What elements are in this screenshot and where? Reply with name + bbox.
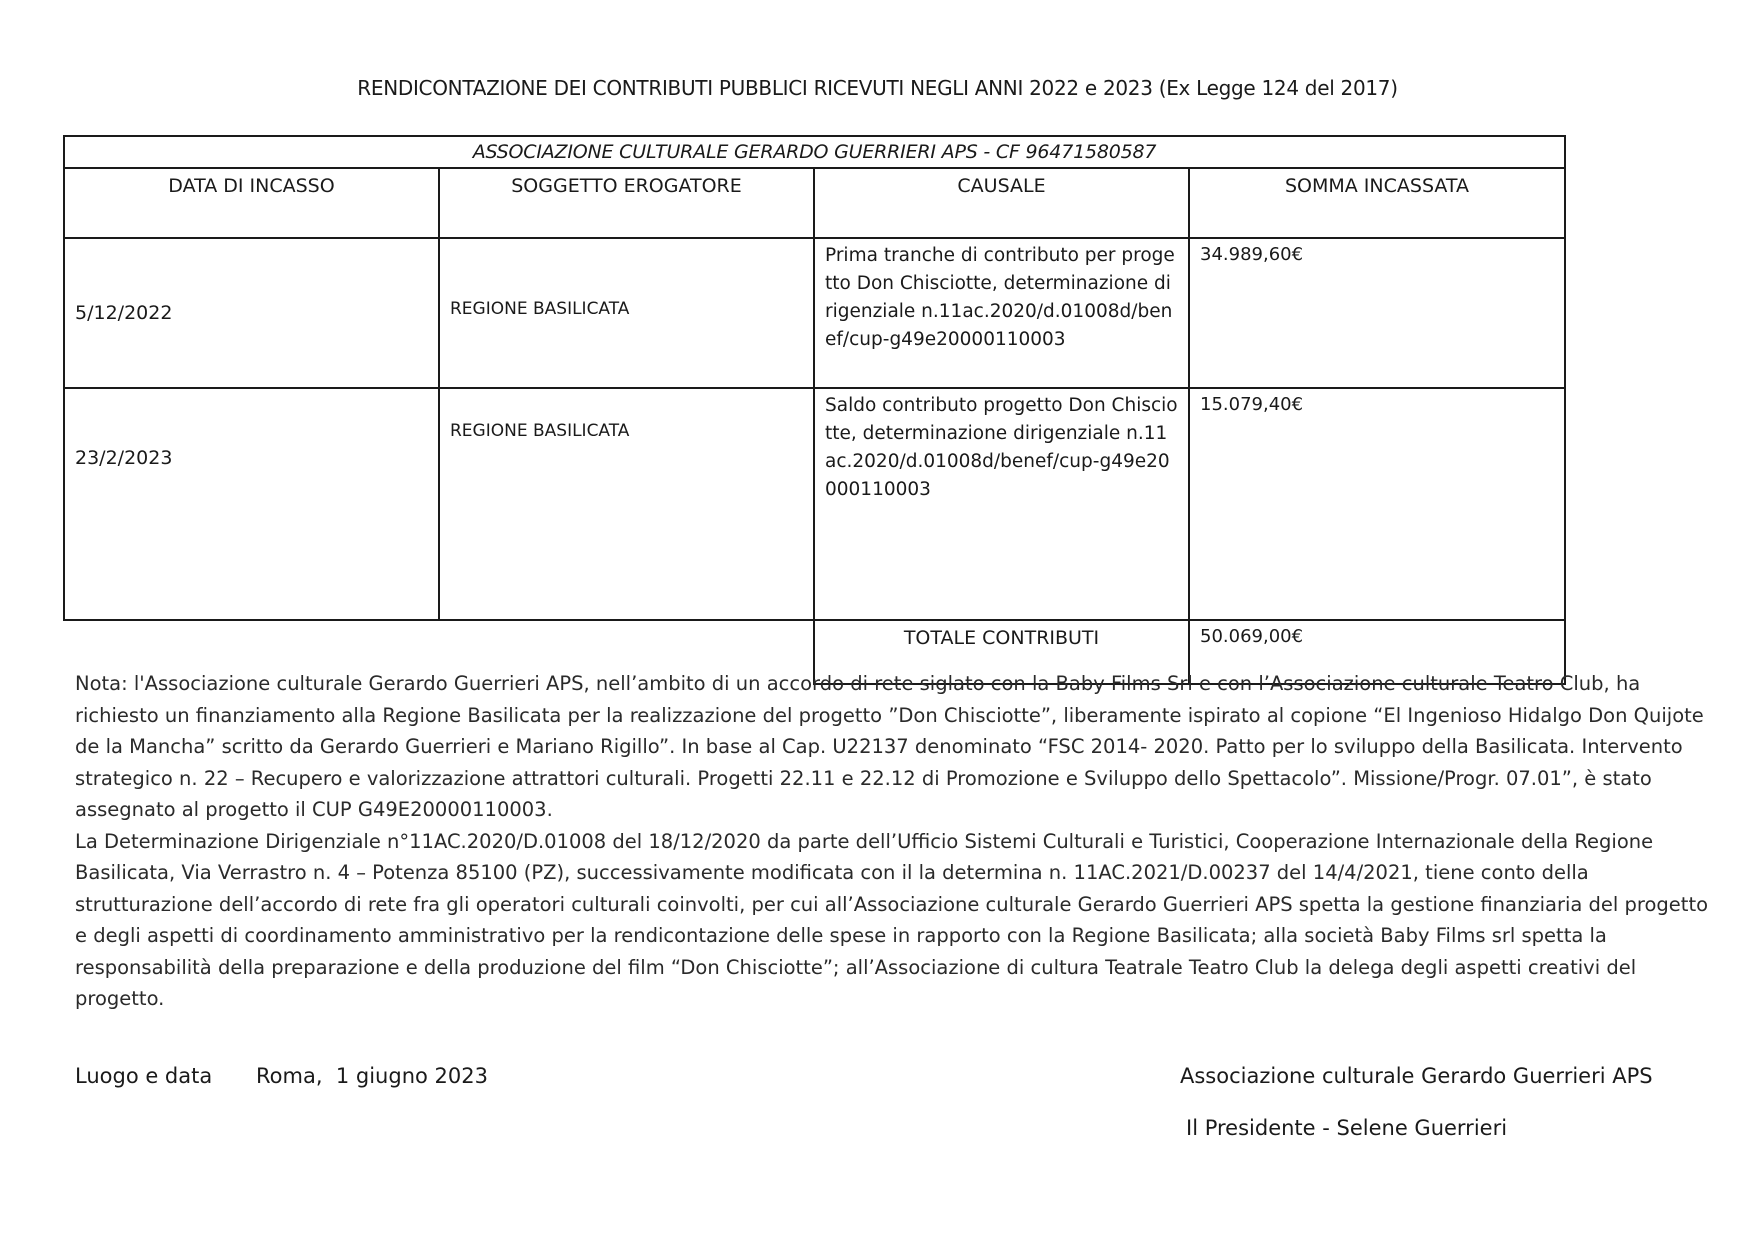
note-label: Nota: bbox=[75, 672, 128, 695]
association-header: ASSOCIAZIONE CULTURALE GERARDO GUERRIERI APS - CF 96471580587 bbox=[64, 136, 1565, 168]
somma-cell: 15.079,40€ bbox=[1189, 388, 1565, 620]
causale-cell: Saldo contributo progetto Don Chisciotte, determinazione dirigenziale n.11ac.2020/d.01008d/benef/cup-g49e20000110003 bbox=[814, 388, 1189, 620]
total-value: 50.069,00€ bbox=[1189, 620, 1565, 684]
column-header-causale: CAUSALE bbox=[814, 168, 1189, 238]
note-text: l'Associazione culturale Gerardo Guerrieri APS, nell’ambito di un accordo di rete siglato con la Baby Films Srl e con l’Associazione culturale Teatro Club, ha richiesto un finanziamento alla Regione Basilicata per la realizzazione del progetto ”Don Chisciotte”, liberamente ispirato al copione “El Ingenioso Hidalgo Don Quijote de la Mancha” scritto da Gerardo Guerrieri e Mariano Rigillo”. In base al Cap. U22137 denominato “FSC 2014- 2020. Patto per lo sviluppo della Basilicata. Intervento strategico n. 22 – Recupero e valorizzazione attrattori culturali. Progetti 22.11 e 22.12 di Promozione e Sviluppo dello Spettacolo”. Missione/Progr. 07.01”, è stato assegnato al progetto il CUP G49E20000110003. bbox=[75, 672, 1704, 821]
document-title: RENDICONTAZIONE DEI CONTRIBUTI PUBBLICI RICEVUTI NEGLI ANNI 2022 e 2023 (Ex Legge 124 del 2017) bbox=[357, 76, 1398, 100]
signature-organization: Associazione culturale Gerardo Guerrieri APS bbox=[1180, 1064, 1653, 1088]
soggetto-cell: REGIONE BASILICATA bbox=[439, 238, 814, 388]
column-header-soggetto: SOGGETTO EROGATORE bbox=[439, 168, 814, 238]
causale-cell: Prima tranche di contributo per progetto Don Chisciotte, determinazione dirigenziale n.11ac.2020/d.01008d/benef/cup-g49e20000110003 bbox=[814, 238, 1189, 388]
place-date-value: Roma, 1 giugno 2023 bbox=[256, 1064, 488, 1088]
somma-cell: 34.989,60€ bbox=[1189, 238, 1565, 388]
soggetto-cell: REGIONE BASILICATA bbox=[439, 388, 814, 620]
table-row bbox=[64, 388, 1565, 620]
column-header-data: DATA DI INCASSO bbox=[64, 168, 439, 238]
date-cell: 23/2/2023 bbox=[64, 388, 439, 620]
total-label: TOTALE CONTRIBUTI bbox=[814, 620, 1189, 684]
note-paragraph bbox=[75, 668, 1710, 826]
table-row bbox=[64, 238, 1565, 388]
column-header-somma: SOMMA INCASSATA bbox=[1189, 168, 1565, 238]
place-date-label: Luogo e data bbox=[75, 1064, 213, 1088]
note-paragraph: La Determinazione Dirigenziale n°11AC.2020/D.01008 del 18/12/2020 da parte dell’Ufficio Sistemi Culturali e Turistici, Cooperazione Internazionale della Regione Basilicata, Via Verrastro n. 4 – Potenza 85100 (PZ), successivamente modificata con il la determina n. 11AC.2021/D.00237 del 14/4/2021, tiene conto della strutturazione dell’accordo di rete fra gli operatori culturali coinvolti, per cui all’Associazione culturale Gerardo Guerrieri APS spetta la gestione finanziaria del progetto e degli aspetti di coordinamento amministrativo per la rendicontazione delle spese in rapporto con la Regione Basilicata; alla società Baby Films srl spetta la responsabilità della preparazione e della produzione del film “Don Chisciotte”; all’Associazione di cultura Teatrale Teatro Club la delega degli aspetti creativi del progetto. bbox=[75, 829, 1709, 1010]
note-section bbox=[75, 668, 1710, 1015]
contributions-table bbox=[63, 135, 1566, 685]
signature-president: Il Presidente - Selene Guerrieri bbox=[1186, 1116, 1508, 1140]
date-cell: 5/12/2022 bbox=[64, 238, 439, 388]
